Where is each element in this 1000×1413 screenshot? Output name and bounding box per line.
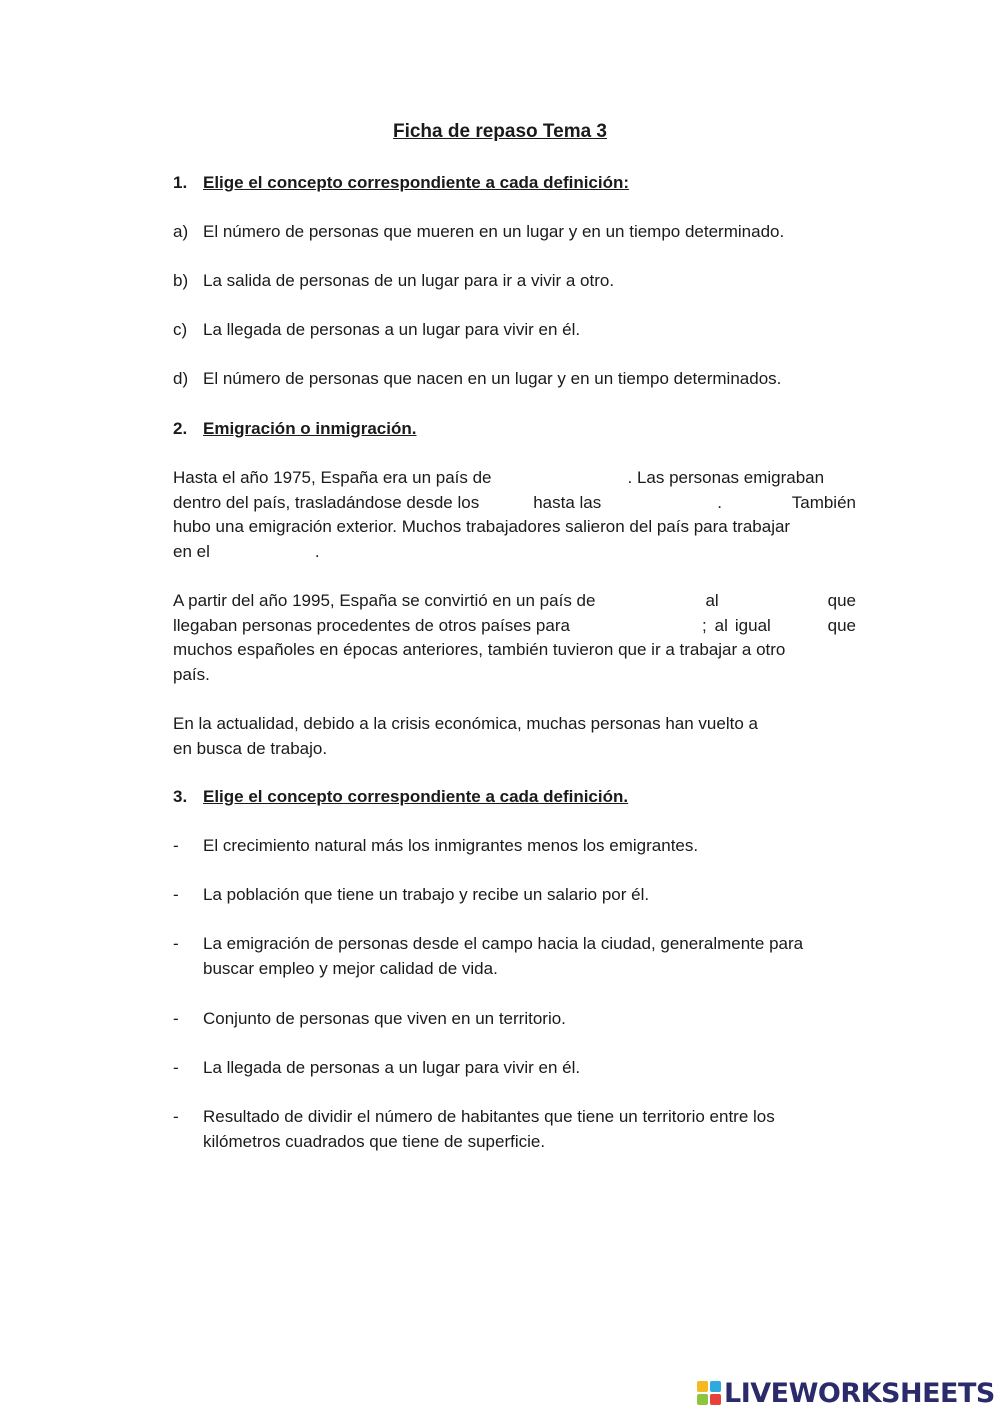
list-item [0,884,1000,906]
list-item [0,1106,1000,1152]
text-fragment: llegaban personas procedentes de otros países para [173,615,570,635]
section-number: 3. [173,787,188,806]
item-text: Resultado de dividir el número de habitantes que tiene un territorio entre los [203,1107,775,1126]
liveworksheets-logo [697,1377,995,1409]
list-item [0,368,1000,390]
text-fragment: . [717,492,722,512]
bullet: - [173,1107,179,1126]
text-fragment: en el [173,541,210,561]
logo-square-icon [697,1394,708,1405]
section-title: Elige el concepto correspondiente a cada definición: [203,173,630,192]
bullet: - [173,934,179,953]
section-1-heading [0,172,1000,194]
item-label: c) [173,320,188,339]
text-fragment: A partir del año 1995, España se convirtió en un país de [173,591,596,610]
list-item [0,835,1000,857]
text-fragment: que [827,615,856,635]
logo-square-icon [697,1381,708,1392]
item-text: buscar empleo y mejor calidad de vida. [203,958,498,978]
item-text: La llegada de personas a un lugar para vivir en él. [203,320,581,339]
list-item [0,1057,1000,1079]
text-fragment: al [714,615,728,635]
bullet: - [173,885,179,904]
text-fragment: al [705,591,719,610]
bullet: - [173,1058,179,1077]
item-text: Conjunto de personas que viven en un territorio. [203,1009,566,1028]
text-fragment: hubo una emigración exterior. Muchos trabajadores salieron del país para trabajar [173,517,791,536]
section-title: Elige el concepto correspondiente a cada definición. [203,787,629,806]
section-number: 2. [173,419,188,438]
item-text: El número de personas que nacen en un lugar y en un tiempo determinados. [203,369,782,388]
answer-blank[interactable] [595,589,705,607]
answer-blank[interactable] [601,491,717,509]
item-label: a) [173,222,189,241]
text-fragment: que [827,591,856,610]
paragraph-2 [173,589,856,687]
text-fragment: en busca de trabajo. [173,738,328,758]
section-number: 1. [173,173,188,192]
list-item [0,319,1000,341]
text-fragment: dentro del país, trasladándose desde los [173,492,480,512]
item-text: La emigración de personas desde el campo hacia la ciudad, generalmente para [203,934,804,953]
answer-blank[interactable] [570,614,702,632]
item-text: El número de personas que mueren en un lugar y en un tiempo determinado. [203,222,785,241]
text-fragment: igual [734,615,771,635]
logo-square-icon [710,1394,721,1405]
item-text: La llegada de personas a un lugar para vivir en él. [203,1058,581,1077]
item-text: La población que tiene un trabajo y recibe un salario por él. [203,885,650,904]
answer-blank[interactable] [492,466,628,484]
item-text: kilómetros cuadrados que tiene de superficie. [203,1131,546,1151]
text-fragment: Hasta el año 1975, España era un país de [173,468,492,487]
text-fragment: En la actualidad, debido a la crisis económica, muchas personas han vuelto a [173,714,758,733]
text-fragment: ; [701,615,707,635]
section-title: Emigración o inmigración. [203,419,417,438]
bullet: - [173,1009,179,1028]
text-fragment: hasta las [533,492,602,512]
item-label: b) [173,271,189,290]
list-item [0,221,1000,243]
page-title: Ficha de repaso Tema 3 [392,121,607,142]
text-fragment: muchos españoles en épocas anteriores, también tuvieron que ir a trabajar a otro [173,640,786,659]
text-fragment: . [314,541,320,561]
text-fragment: país. [173,664,210,684]
section-2-heading [0,418,1000,440]
section-3-heading [0,786,1000,808]
logo-text: LIVEWORKSHEETS [724,1377,995,1409]
paragraph-3 [173,712,856,761]
bullet: - [173,836,179,855]
item-text: El crecimiento natural más los inmigrantes menos los emigrantes. [203,836,699,855]
list-item [0,933,1000,979]
item-text: La salida de personas de un lugar para ir a vivir a otro. [203,271,615,290]
list-item [0,270,1000,292]
logo-icon [697,1381,721,1405]
logo-square-icon [710,1381,721,1392]
text-fragment: . Las personas emigraban [627,468,825,487]
list-item [0,1008,1000,1030]
answer-blank[interactable] [758,712,808,730]
paragraph-1 [173,466,856,564]
text-fragment: También [791,492,856,512]
item-label: d) [173,369,189,388]
answer-blank[interactable] [479,491,533,509]
answer-blank[interactable] [210,540,315,558]
